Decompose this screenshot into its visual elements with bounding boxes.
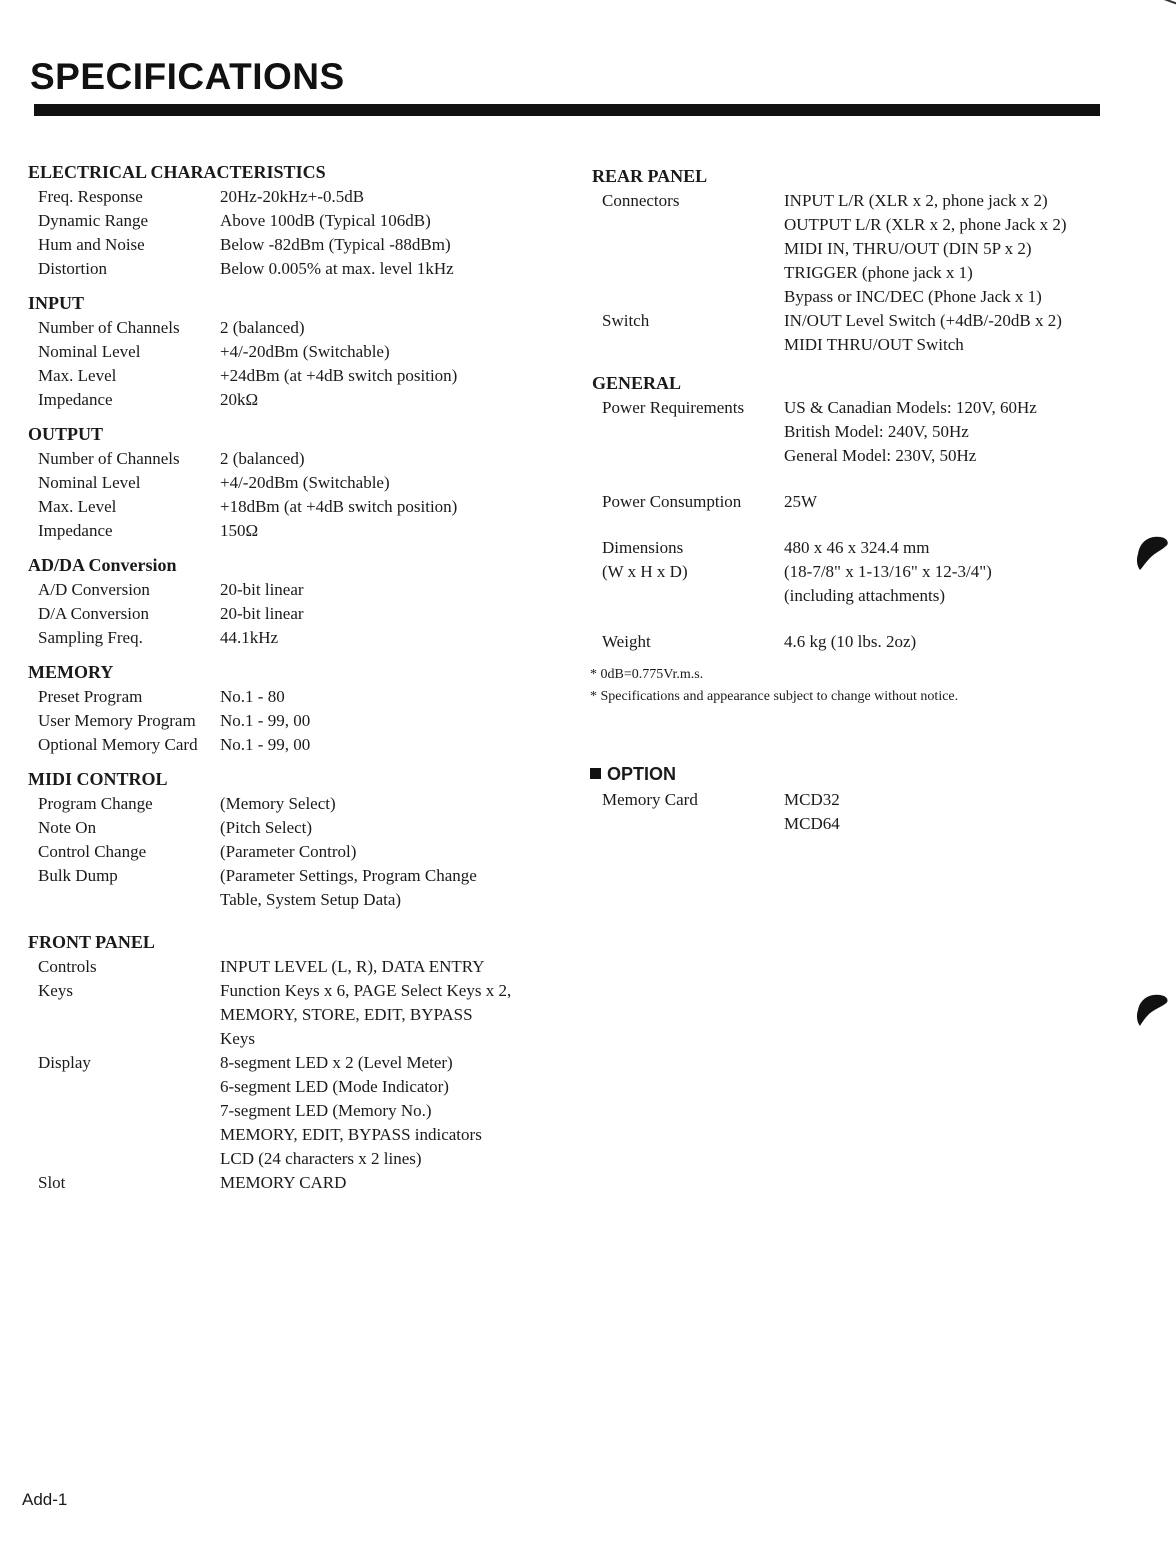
spec-row [588,560,1128,608]
spec-row [24,1051,564,1171]
right-column [588,164,1128,846]
spec-values [220,316,564,340]
spec-value: 8-segment LED x 2 (Level Meter) [220,1053,453,1072]
spec-row [24,955,564,979]
spec-row [24,316,564,340]
spec-values [220,364,564,388]
spec-value: +4/-20dBm (Switchable) [220,473,390,492]
punch-mark-icon [1134,988,1170,1028]
spec-values [220,626,564,650]
spec-values [220,471,564,495]
spec-value: MIDI IN, THRU/OUT (DIN 5P x 2) [784,239,1032,258]
spec-row [588,788,1128,836]
spec-row [24,185,564,209]
spec-value: Keys [220,1029,255,1048]
spec-label: Connectors [602,191,680,210]
spec-label: Memory Card [602,790,698,809]
page-edge-mark [1161,0,1176,10]
spec-label: Distortion [38,259,107,278]
spec-value: +18dBm (at +4dB switch position) [220,497,458,516]
spec-row [24,709,564,733]
spec-section [24,930,564,1195]
spec-value: 2 (balanced) [220,449,305,468]
spec-value: British Model: 240V, 50Hz [784,422,969,441]
spec-values [220,602,564,626]
spec-values [220,979,564,1051]
spec-value: 2 (balanced) [220,318,305,337]
spec-row [588,630,1128,654]
spec-value: MCD64 [784,814,840,833]
spec-value: General Model: 230V, 50Hz [784,446,977,465]
section-title: GENERAL [592,373,682,393]
spec-values [220,340,564,364]
spec-row [588,490,1128,514]
spec-value: MEMORY, EDIT, BYPASS indicators [220,1125,482,1144]
spec-values [220,519,564,543]
spec-values [220,495,564,519]
spec-label: (W x H x D) [602,562,688,581]
spec-value: 20Hz-20kHz+-0.5dB [220,187,365,206]
spec-row [24,209,564,233]
spec-row [24,257,564,281]
spec-values [784,536,1128,560]
spec-values [784,396,1128,468]
section-title: MEMORY [28,662,114,682]
spec-row [24,840,564,864]
spec-label: Weight [602,632,651,651]
spec-value: IN/OUT Level Switch (+4dB/-20dB x 2) [784,311,1062,330]
spec-values [784,309,1128,357]
spec-values [784,560,1128,608]
section-title: ELECTRICAL CHARACTERISTICS [28,162,326,182]
section-title: OPTION [607,764,677,784]
option-heading [590,762,1128,786]
spec-value: (Parameter Control) [220,842,357,861]
spec-value: (Memory Select) [220,794,336,813]
spec-value: 44.1kHz [220,628,279,647]
spec-row [24,602,564,626]
spec-values [220,792,564,816]
spec-value: 6-segment LED (Mode Indicator) [220,1077,449,1096]
spec-value: Below 0.005% at max. level 1kHz [220,259,454,278]
section-general [588,371,1128,654]
spec-label: Nominal Level [38,473,141,492]
spec-label: Controls [38,957,97,976]
spec-values [784,788,1128,836]
spec-row [24,685,564,709]
spec-label: Number of Channels [38,318,180,337]
spec-value: OUTPUT L/R (XLR x 2, phone Jack x 2) [784,215,1067,234]
spec-label: Hum and Noise [38,235,145,254]
page-number: Add-1 [22,1490,68,1509]
spec-row [24,979,564,1051]
section-title: AD/DA Conversion [28,555,177,575]
spec-label: Preset Program [38,687,143,706]
spec-value: No.1 - 99, 00 [220,711,311,730]
spec-label: Number of Channels [38,449,180,468]
spec-label: Nominal Level [38,342,141,361]
spec-values [220,209,564,233]
spec-values [220,1051,564,1171]
spec-row [588,309,1128,357]
section-title: REAR PANEL [592,166,708,186]
spec-label: Freq. Response [38,187,143,206]
section-title: MIDI CONTROL [28,769,168,789]
spec-values [784,490,1128,514]
spec-row [24,519,564,543]
spec-label: Program Change [38,794,153,813]
spec-value: No.1 - 80 [220,687,285,706]
spec-label: User Memory Program [38,711,196,730]
spec-row [588,396,1128,468]
spec-values [220,1171,564,1195]
spec-value: 150Ω [220,521,259,540]
spec-row [24,388,564,412]
spec-values [220,955,564,979]
spec-row [24,364,564,388]
spec-label: Display [38,1053,91,1072]
spec-values [220,578,564,602]
spec-label: Bulk Dump [38,866,118,885]
spec-row [588,189,1128,309]
spec-label: Impedance [38,390,113,409]
spec-value: US & Canadian Models: 120V, 60Hz [784,398,1037,417]
spec-value: 25W [784,492,818,511]
spec-value: 20kΩ [220,390,259,409]
spec-row [24,447,564,471]
spec-label: Dynamic Range [38,211,148,230]
spec-label: D/A Conversion [38,604,149,623]
square-bullet-icon [590,768,601,779]
spec-value: 20-bit linear [220,580,304,599]
spec-label: Note On [38,818,97,837]
spec-value: No.1 - 99, 00 [220,735,311,754]
spec-value: Bypass or INC/DEC (Phone Jack x 1) [784,287,1042,306]
spec-row [24,495,564,519]
spec-label: Sampling Freq. [38,628,143,647]
section-title: FRONT PANEL [28,932,155,952]
spec-label: Max. Level [38,497,117,516]
spec-row [588,536,1128,560]
spec-value: TRIGGER (phone jack x 1) [784,263,973,282]
spec-row [24,792,564,816]
spec-section [24,422,564,543]
spec-row [24,816,564,840]
spec-value: MCD32 [784,790,840,809]
spec-section [24,160,564,281]
spec-value: 4.6 kg (10 lbs. 2oz) [784,632,917,651]
spec-value: (18-7/8" x 1-13/16" x 12-3/4") [784,562,992,581]
spec-value: Above 100dB (Typical 106dB) [220,211,431,230]
spec-label: Control Change [38,842,147,861]
spec-values [220,733,564,757]
spec-value: INPUT LEVEL (L, R), DATA ENTRY [220,957,485,976]
spec-value: LCD (24 characters x 2 lines) [220,1149,422,1168]
spec-values [220,447,564,471]
spec-value: Table, System Setup Data) [220,890,402,909]
spec-label: Power Requirements [602,398,745,417]
spec-section [24,291,564,412]
footnotes [590,664,1128,708]
spec-values [220,709,564,733]
spec-label: Switch [602,311,650,330]
footnote: * Specifications and appearance subject to change without notice. [590,689,959,704]
spec-values [220,185,564,209]
spec-values [220,233,564,257]
section-title: INPUT [28,293,85,313]
spec-value: +4/-20dBm (Switchable) [220,342,390,361]
spec-values [784,630,1128,654]
section-rear-panel [588,164,1128,357]
spec-value: Function Keys x 6, PAGE Select Keys x 2, [220,981,512,1000]
spec-label: Dimensions [602,538,684,557]
spec-label: Power Consumption [602,492,742,511]
spec-value: +24dBm (at +4dB switch position) [220,366,458,385]
title-rule [34,104,1100,116]
spec-section [24,660,564,757]
spec-row [24,578,564,602]
section-option [588,762,1128,836]
spec-label: Max. Level [38,366,117,385]
spec-row [24,340,564,364]
spec-values [784,189,1128,309]
spec-value: INPUT L/R (XLR x 2, phone jack x 2) [784,191,1048,210]
spec-row [24,626,564,650]
spec-row [24,1171,564,1195]
spec-value: (including attachments) [784,586,945,605]
spec-section [24,767,564,912]
spec-values [220,257,564,281]
spec-value: 20-bit linear [220,604,304,623]
spec-value: 7-segment LED (Memory No.) [220,1101,432,1120]
spec-row [24,733,564,757]
spec-label: A/D Conversion [38,580,150,599]
section-title: OUTPUT [28,424,104,444]
left-column [24,160,564,1205]
spec-value: (Pitch Select) [220,818,313,837]
spec-label: Impedance [38,521,113,540]
spec-value: Below -82dBm (Typical -88dBm) [220,235,451,254]
spec-values [220,685,564,709]
spec-label: Optional Memory Card [38,735,198,754]
spec-row [24,864,564,912]
spec-label: Keys [38,981,73,1000]
spec-values [220,816,564,840]
spec-value: (Parameter Settings, Program Change [220,866,477,885]
spec-label: Slot [38,1173,66,1192]
spec-value: MEMORY, STORE, EDIT, BYPASS [220,1005,473,1024]
footnote: * 0dB=0.775Vr.m.s. [590,667,704,682]
spec-value: 480 x 46 x 324.4 mm [784,538,930,557]
punch-mark-icon [1134,530,1170,572]
spec-values [220,388,564,412]
spec-section [24,553,564,650]
spec-values [220,864,564,912]
spec-value: MEMORY CARD [220,1173,347,1192]
spec-row [24,233,564,257]
spec-value: MIDI THRU/OUT Switch [784,335,964,354]
spec-values [220,840,564,864]
page-title: SPECIFICATIONS [30,56,345,97]
spec-row [24,471,564,495]
